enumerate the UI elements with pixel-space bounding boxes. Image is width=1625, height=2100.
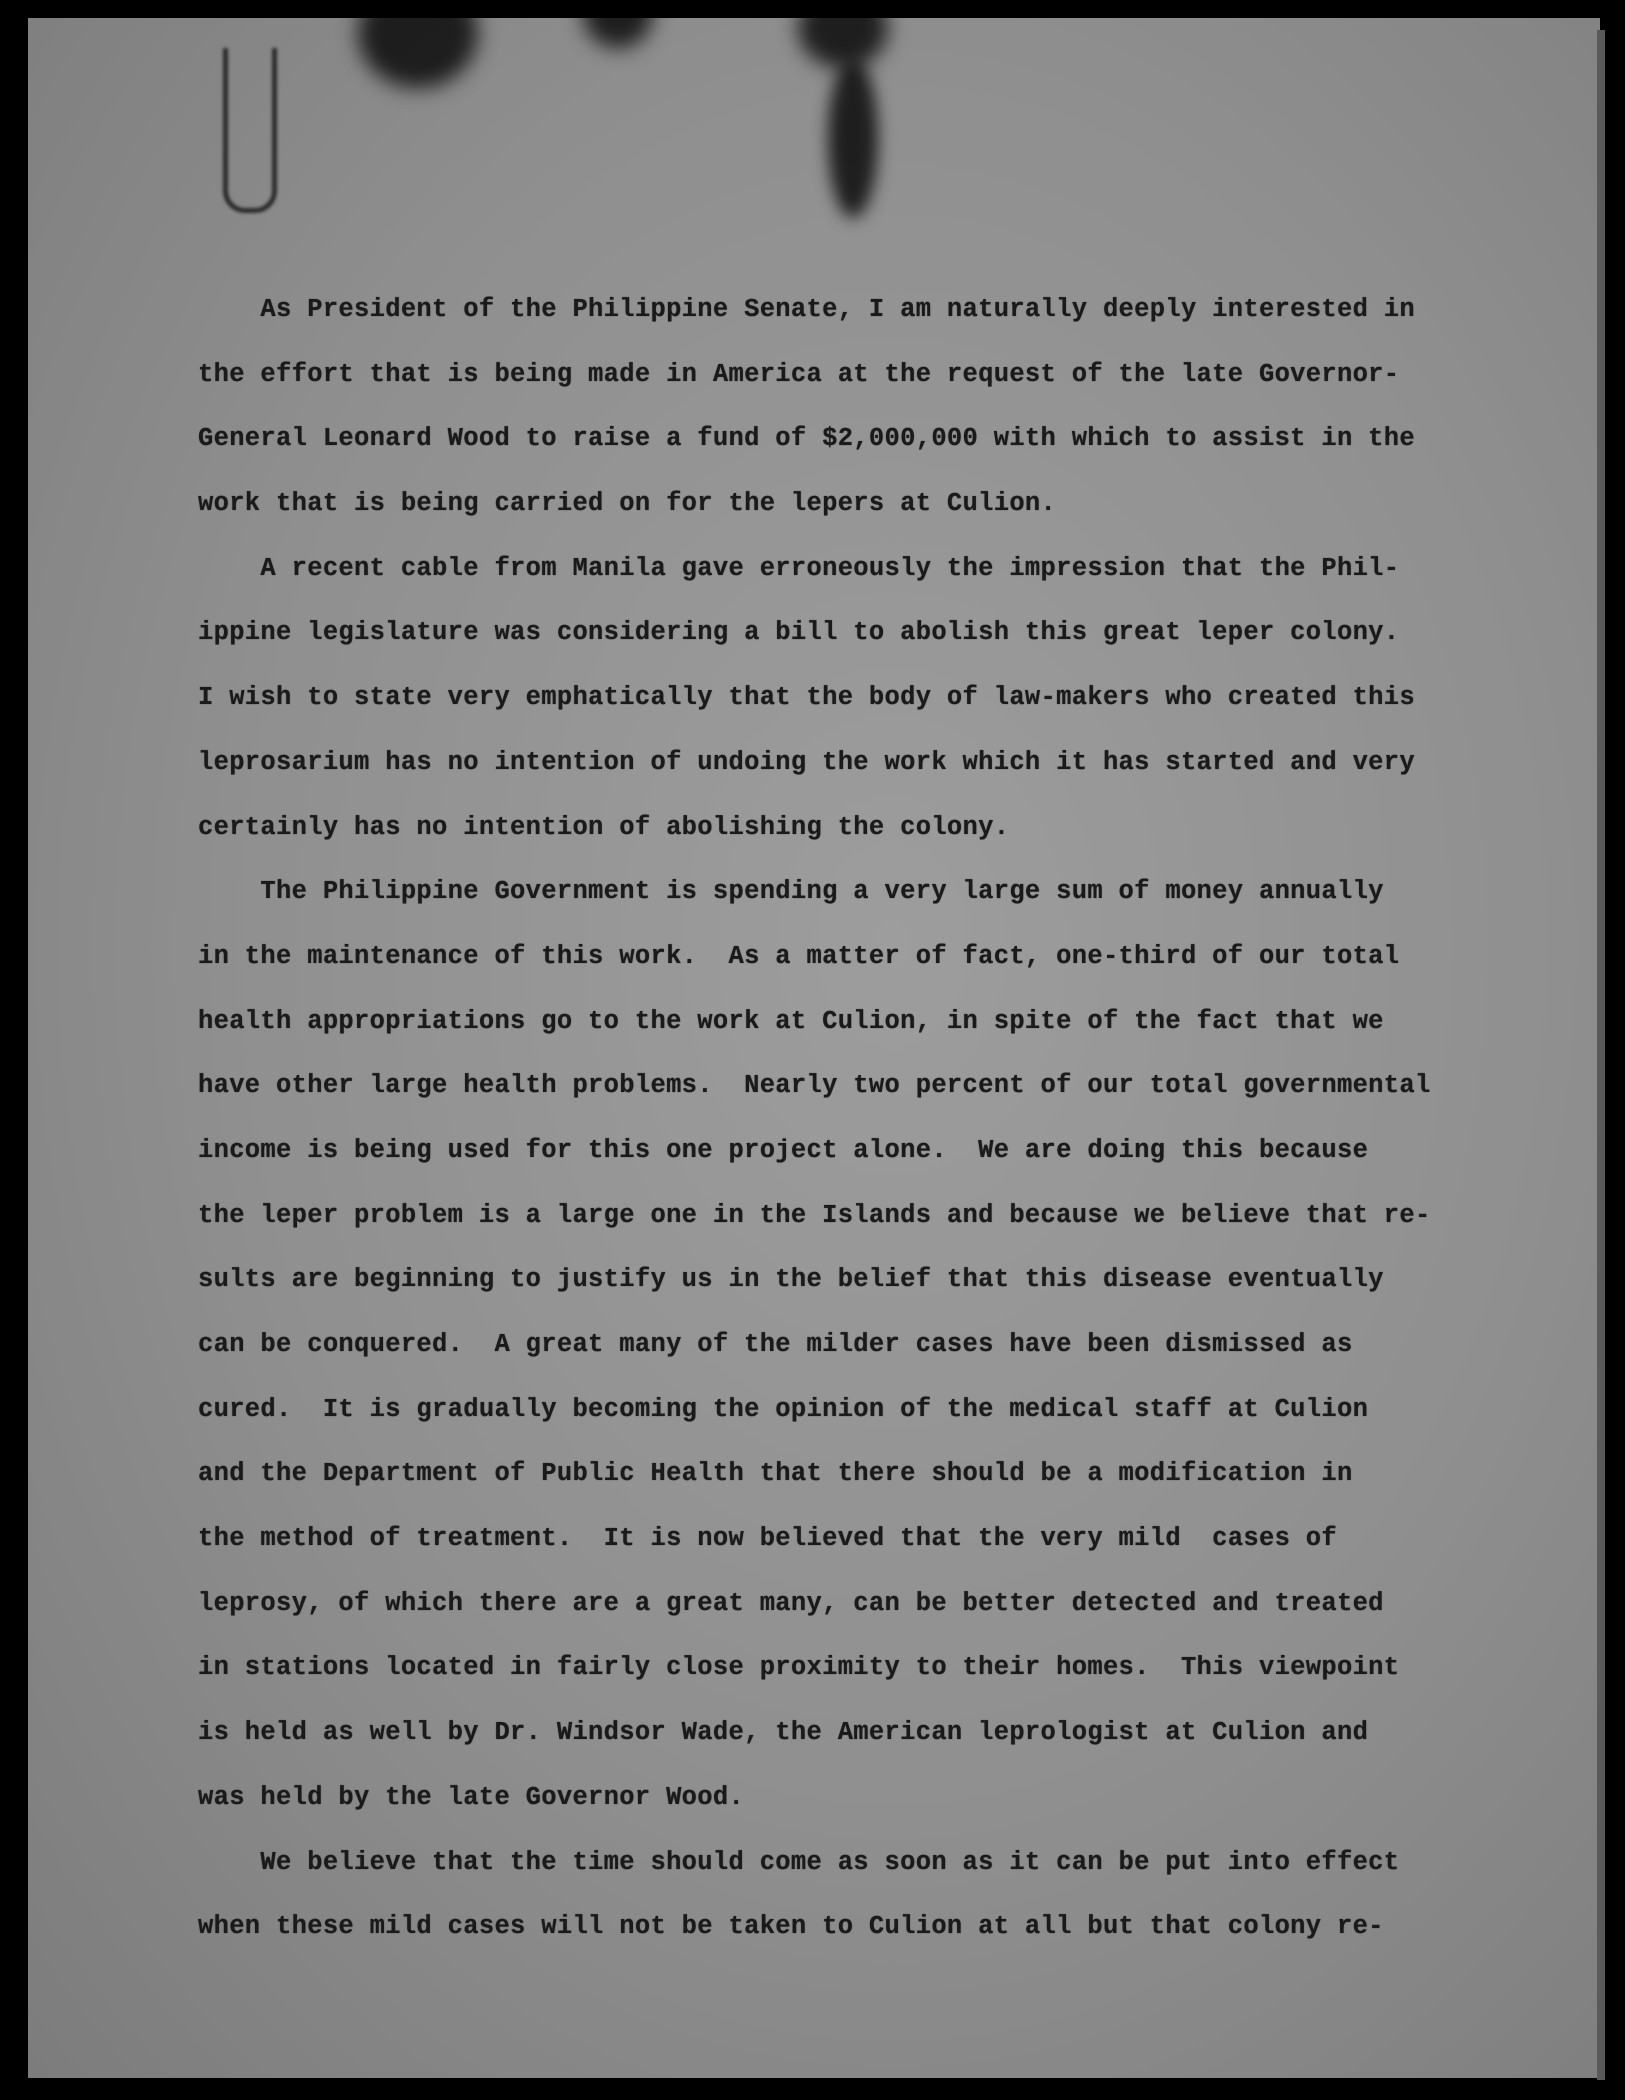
typed-text-body (198, 278, 1498, 1960)
text-line: when these mild cases will not be taken to Culion at all but that colony re- (198, 1912, 1384, 1942)
text-line: I wish to state very emphatically that the body of law-makers who created this (198, 683, 1415, 713)
text-line: was held by the late Governor Wood. (198, 1782, 745, 1812)
text-line: have other large health problems. Nearly two percent of our total governmental (198, 1071, 1431, 1101)
text-line: and the Department of Public Health that there should be a modification in (198, 1459, 1353, 1489)
text-line: leprosarium has no intention of undoing the work which it has started and very (198, 747, 1415, 777)
ink-stain (358, 18, 478, 88)
text-line: The Philippine Government is spending a very large sum of money annually (198, 877, 1384, 907)
text-line: A recent cable from Manila gave erroneously the impression that the Phil- (198, 553, 1400, 583)
ink-stain (798, 18, 888, 68)
text-line: health appropriations go to the work at Culion, in spite of the fact that we (198, 1006, 1384, 1036)
text-line: leprosy, of which there are a great many, can be better detected and treated (198, 1588, 1384, 1618)
text-line: the effort that is being made in America at the request of the late Governor- (198, 359, 1400, 389)
text-line: sults are beginning to justify us in the belief that this disease eventually (198, 1265, 1384, 1295)
text-line: We believe that the time should come as soon as it can be put into effect (198, 1847, 1400, 1877)
text-line: in stations located in fairly close proximity to their homes. This viewpoint (198, 1653, 1400, 1683)
text-line: the method of treatment. It is now believed that the very mild cases of (198, 1524, 1337, 1554)
text-line: in the maintenance of this work. As a matter of fact, one-third of our total (198, 941, 1400, 971)
text-line: certainly has no intention of abolishing the colony. (198, 812, 1010, 842)
text-line: can be conquered. A great many of the milder cases have been dismissed as (198, 1330, 1353, 1359)
text-line: the leper problem is a large one in the Islands and because we believe that re- (198, 1200, 1431, 1230)
ink-stain (583, 18, 653, 48)
page-edge (1597, 30, 1605, 2080)
text-line: ippine legislature was considering a bill to abolish this great leper colony. (198, 618, 1400, 648)
text-line: General Leonard Wood to raise a fund of $2,000,000 with which to assist in the (198, 424, 1415, 454)
text-line: As President of the Philippine Senate, I am naturally deeply interested in (198, 295, 1415, 324)
paper-clip-mark (223, 48, 277, 213)
text-line: income is being used for this one project alone. We are doing this because (198, 1135, 1369, 1165)
document-page (28, 18, 1600, 2078)
ink-stain (828, 58, 878, 218)
text-line: work that is being carried on for the lepers at Culion. (198, 489, 1057, 519)
text-line: cured. It is gradually becoming the opinion of the medical staff at Culion (198, 1394, 1369, 1424)
text-line: is held as well by Dr. Windsor Wade, the American leprologist at Culion and (198, 1718, 1369, 1748)
